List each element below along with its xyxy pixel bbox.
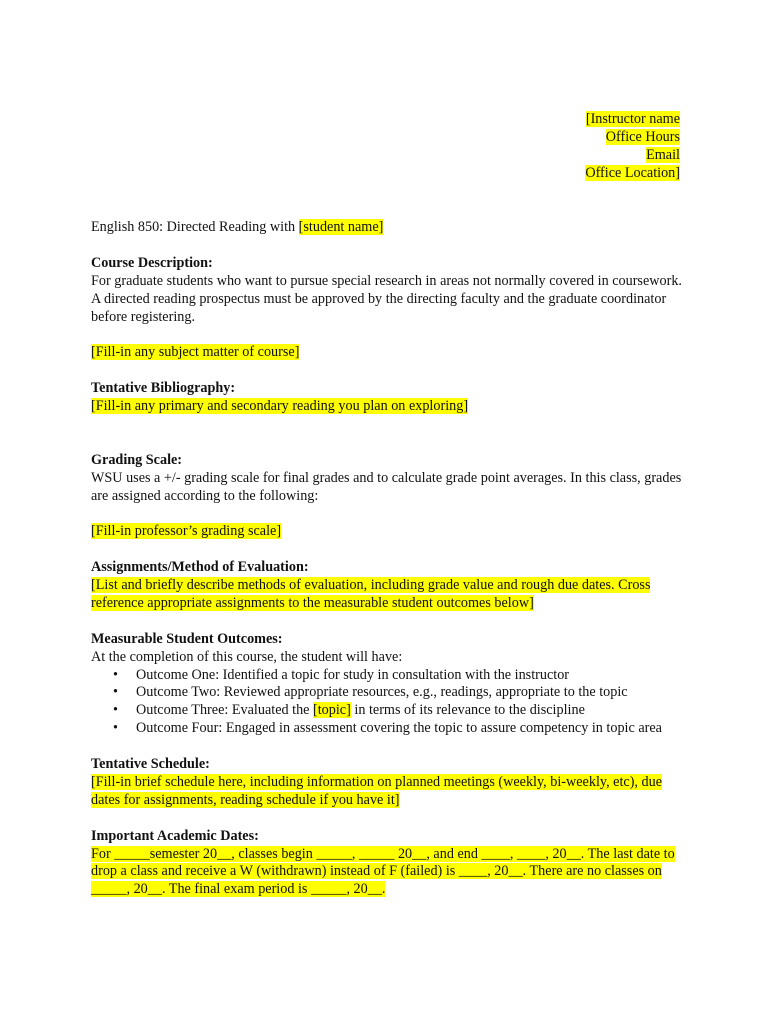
- office-location: Office Location]: [585, 165, 680, 181]
- topic-placeholder: [topic]: [313, 702, 351, 719]
- schedule-heading: Tentative Schedule:: [91, 756, 210, 773]
- course-title: [91, 219, 686, 237]
- instructor-contact-block: [585, 111, 680, 183]
- email: Email: [646, 147, 680, 163]
- document-body: [91, 219, 686, 899]
- outcome-3-prefix: Outcome Three: Evaluated the: [136, 702, 314, 719]
- outcome-item-4: • Outcome Four: Engaged in assessment covering the topic to assure competency in topic area: [91, 720, 686, 738]
- course-title-prefix: English 850: Directed Reading with: [91, 219, 299, 235]
- grading-text: WSU uses a +/- grading scale for final grades and to calculate grade point averages. In this class, grades are assigned according to the following:: [91, 469, 682, 504]
- outcome-item-2: • Outcome Two: Reviewed appropriate resources, e.g., readings, appropriate to the topic: [91, 684, 686, 702]
- office-hours: Office Hours: [605, 129, 680, 145]
- outcomes-heading: Measurable Student Outcomes:: [91, 630, 283, 647]
- schedule-line: [91, 774, 686, 810]
- course-description-text: For graduate students who want to pursue special research in areas not normally covered in coursework. A directed reading prospectus must be approved by the directing faculty and the graduate coordinator before registering.: [91, 272, 682, 325]
- student-name-placeholder: [student name]: [298, 219, 384, 235]
- outcome-item-3: [91, 702, 686, 720]
- academic-dates-line: [91, 846, 686, 900]
- assignments-heading: Assignments/Method of Evaluation:: [91, 559, 309, 576]
- grading-scale-placeholder: [Fill-in professor’s grading scale]: [91, 523, 282, 540]
- instructor-name: [Instructor name: [585, 111, 680, 127]
- grading-scale-line: [91, 523, 686, 541]
- subject-matter-placeholder: [Fill-in any subject matter of course]: [91, 344, 300, 361]
- outcome-3-suffix: in terms of its relevance to the discipline: [350, 702, 585, 719]
- outcomes-intro: At the completion of this course, the student will have:: [91, 648, 403, 665]
- course-description-heading: Course Description:: [91, 254, 213, 271]
- bibliography-heading: Tentative Bibliography:: [91, 380, 236, 397]
- bibliography-placeholder: [Fill-in any primary and secondary reading you plan on exploring]: [91, 398, 469, 415]
- assignments-placeholder: [List and briefly describe methods of evaluation, including grade value and rough due dates. Cross reference appropriate assignments to the measurable student outcomes below]: [91, 577, 651, 611]
- outcome-item-1: • Outcome One: Identified a topic for study in consultation with the instructor: [91, 667, 686, 685]
- schedule-placeholder: [Fill-in brief schedule here, including information on planned meetings (weekly, bi-weekly, etc), due dates for assignments, reading schedule if you have it]: [91, 773, 662, 808]
- outcomes-list: [91, 667, 686, 739]
- academic-dates-placeholder: For _____semester 20__, classes begin _____, _____ 20__, and end ____, ____, 20__. The last date to drop a class and receive a W (withdrawn) instead of F (failed) is ____, 20__. There are no classes on _____, 20__. The final exam period is _____, 20__.: [91, 845, 675, 898]
- grading-heading: Grading Scale:: [91, 451, 183, 468]
- academic-dates-heading: Important Academic Dates:: [91, 827, 259, 844]
- subject-matter-line: [91, 344, 686, 362]
- bibliography-line: [91, 398, 686, 416]
- assignments-line: [91, 577, 686, 613]
